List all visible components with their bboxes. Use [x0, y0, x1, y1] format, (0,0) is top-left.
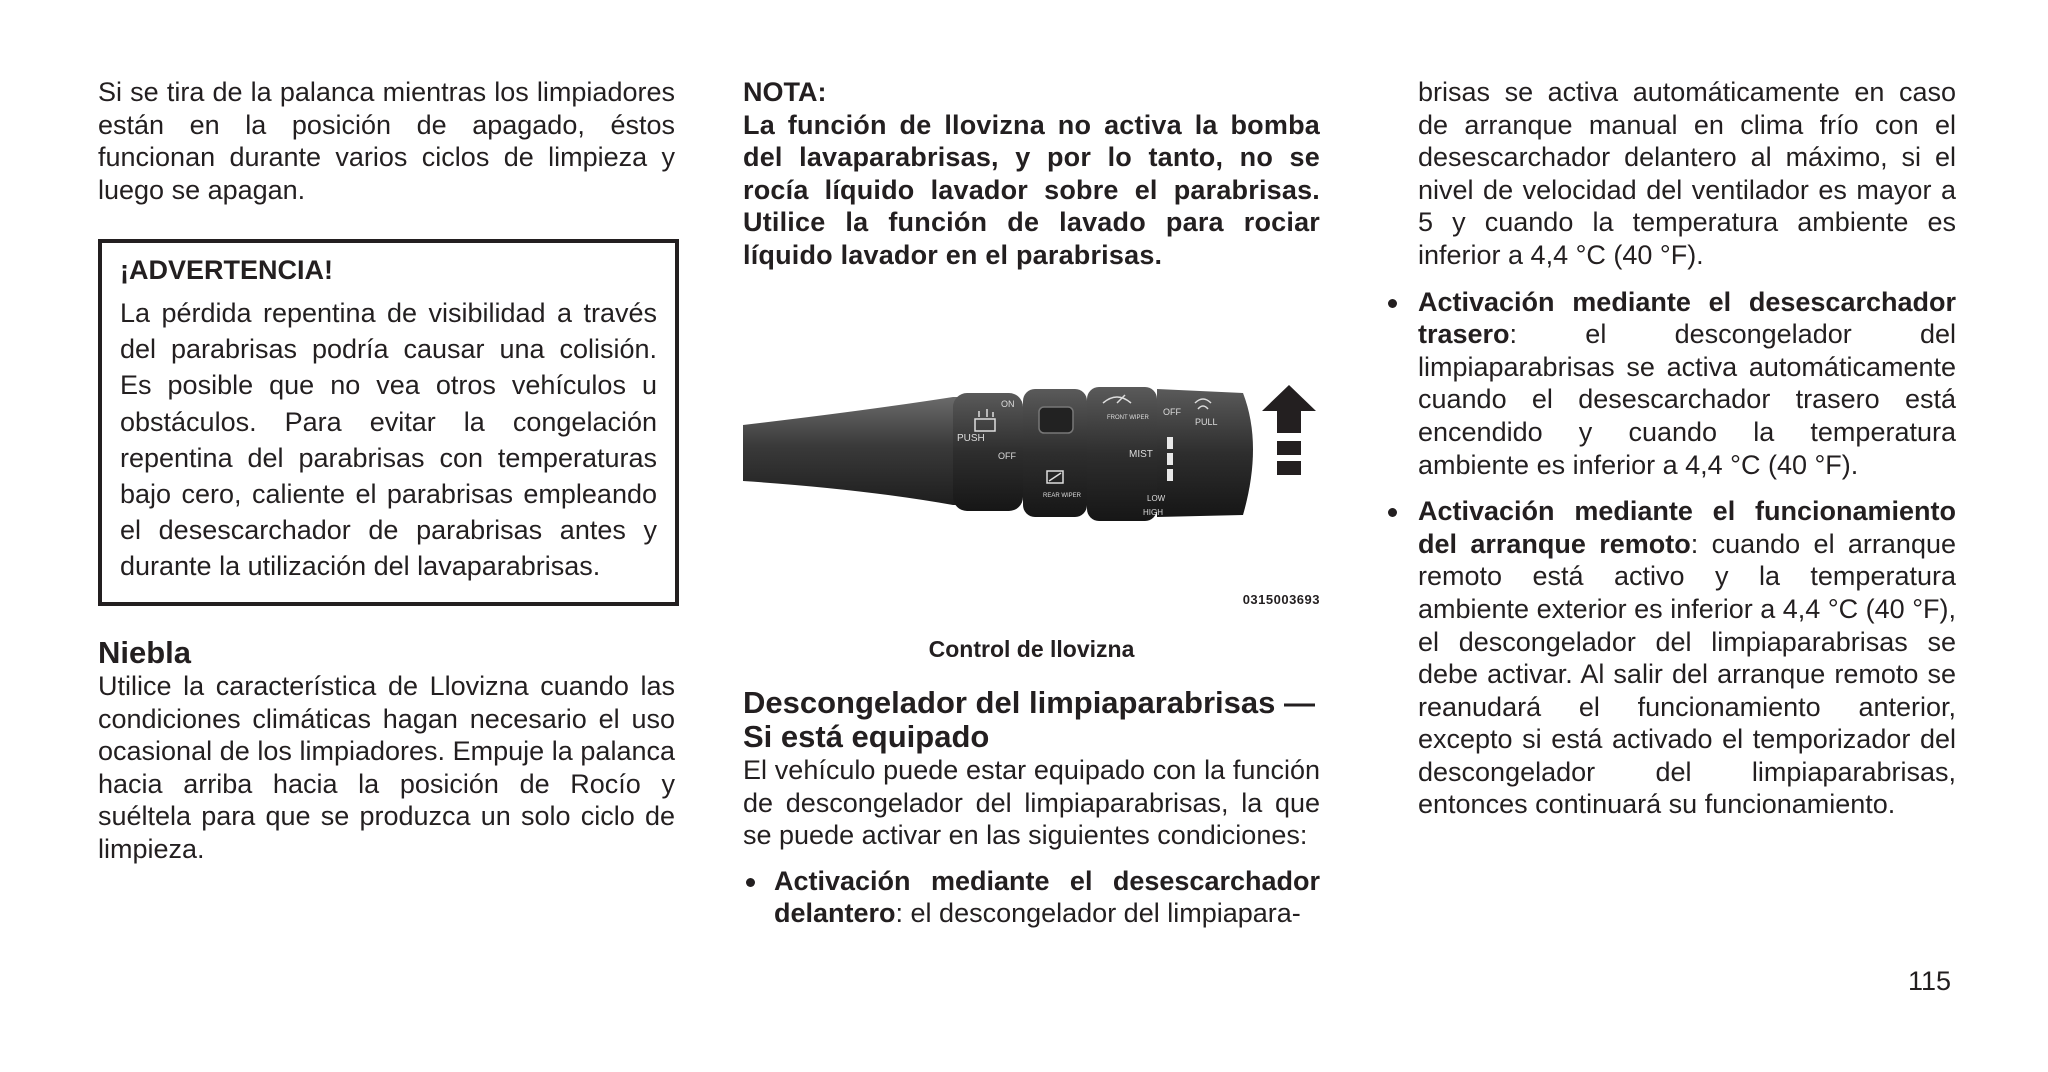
- page-number: 115: [1908, 966, 1952, 996]
- warning-box: [98, 239, 679, 606]
- list-item: [1385, 286, 1956, 482]
- continuation-paragraph: brisas se activa automáticamente en caso de arranque manual en clima frío con el desescarchador delantero al máximo, si el nivel de velocidad del ventilador es mayor a 5 y cuando la temperatura ambiente es inferior a 4,4 °C (40 °F).: [1418, 77, 1956, 270]
- section-heading-defroster: [743, 686, 1320, 754]
- section-heading-niebla: Niebla: [98, 635, 192, 670]
- figure-id-code: 0315003693: [1242, 592, 1320, 607]
- intro-paragraph: Si se tira de la palanca mientras los limpiadores están en la posición de apagado, éstos funcionan durante varios ciclos de limpieza y luego se apagan.: [98, 77, 675, 205]
- label-high: HIGH: [1143, 508, 1163, 517]
- bullet3-text: : cuando el arranque remoto está activo y la temperatura ambiente exterior es inferior a 4,4 °C (40 °F), el descongelador del limpiaparabrisas se debe activar. Al salir del arranque remoto se reanudará el funcionamiento anterior, excepto si está activado el temporizador del descongelador del limpiaparabrisas, entonces continuará su funcionamiento.: [1418, 528, 1956, 820]
- niebla-section: [98, 636, 675, 866]
- label-low: LOW: [1147, 494, 1166, 503]
- column-middle: [743, 76, 1320, 272]
- wiper-stalk-figure: [743, 385, 1320, 615]
- heading-line-2: Si está equipado: [743, 719, 990, 754]
- list-item: [1385, 495, 1956, 821]
- figure-caption: Control de llovizna: [928, 636, 1135, 662]
- defroster-paragraph: El vehículo puede estar equipado con la función de descongelador del limpiaparabrisas, la que se puede activar en las siguientes condiciones:: [743, 755, 1320, 851]
- warning-title: ¡ADVERTENCIA!: [120, 255, 333, 285]
- stalk-shaft: [743, 397, 963, 505]
- defroster-conditions-list-cont: [1385, 286, 1956, 822]
- defroster-section: [743, 686, 1320, 930]
- bullet1-text: : el descongelador del limpiapara-: [895, 898, 1301, 929]
- label-mist: MIST: [1129, 449, 1153, 460]
- bullet3-bold: Activación mediante el funcionamiento del arranque remoto: [1418, 496, 1956, 559]
- list-item: [743, 865, 1320, 930]
- label-front-wiper: FRONT WIPER: [1107, 415, 1149, 421]
- label-push: PUSH: [957, 433, 985, 444]
- defroster-conditions-list: [743, 865, 1320, 930]
- label-rear-wiper: REAR WIPER: [1043, 493, 1082, 499]
- label-off-left: OFF: [998, 451, 1016, 461]
- bullet2-bold: Activación mediante el desescarchador trasero: [1418, 286, 1956, 350]
- up-arrow-icon: [1262, 385, 1316, 475]
- ring-button: [1039, 407, 1073, 433]
- heading-line-1: Descongelador del limpiaparabrisas —: [743, 685, 1315, 720]
- column-left: [98, 76, 675, 206]
- label-on: ON: [1001, 399, 1015, 409]
- column-right: [1418, 76, 1956, 821]
- label-pull: PULL: [1195, 417, 1218, 427]
- note-body: La función de llovizna no activa la bomba del lavaparabrisas, y por lo tanto, no se rocía líquido lavador sobre el parabrisas. Utilice la función de lavado para rociar líquido lavador en el parabrisas.: [743, 109, 1320, 270]
- note-title: NOTA:: [743, 77, 827, 107]
- bullet2-text: : el descongelador del limpiaparabrisas se activa automáticamente cuando el desescarchador trasero está encendido y cuando la temperatura ambiente es inferior a 4,4 °C (40 °F).: [1418, 319, 1956, 480]
- label-off-right: OFF: [1163, 407, 1181, 417]
- bullet1-bold: Activación mediante el desescarchador delantero: [774, 865, 1320, 929]
- niebla-paragraph: Utilice la característica de Llovizna cuando las condiciones climáticas hagan necesario el uso ocasional de los limpiadores. Empuje la palanca hacia arriba hacia la posición de Rocío y suéltela para que se produzca un solo ciclo de limpieza.: [98, 671, 675, 864]
- wiper-stalk-illustration: [743, 385, 1320, 615]
- warning-body: La pérdida repentina de visibilidad a través del parabrisas podría causar una colisión. Es posible que no vea otros vehículos u obstáculos. Para evitar la congelación repentina del parabrisas con temperaturas bajo cero, caliente el parabrisas empleando el desescarchador de parabrisas antes y durante la utilización del lavaparabrisas.: [120, 298, 657, 582]
